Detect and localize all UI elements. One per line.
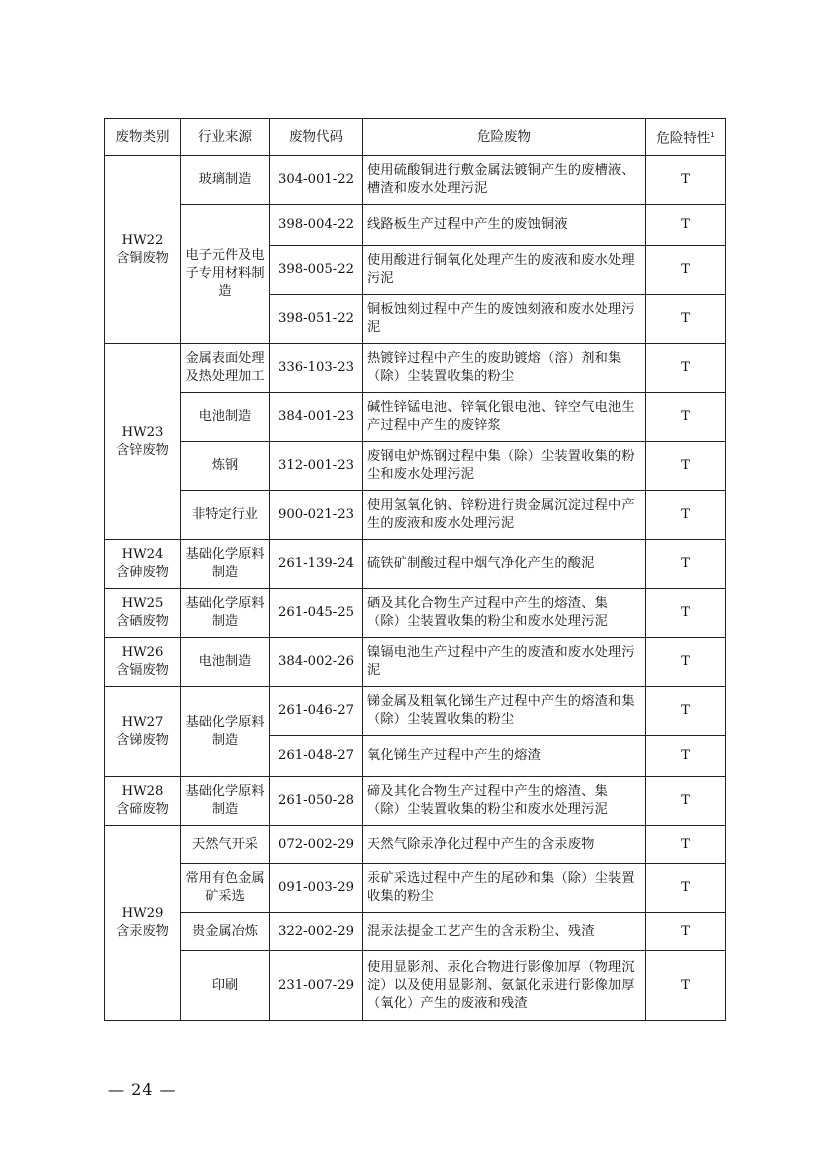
category-name: 含汞废物 (116, 924, 169, 939)
industry-cell: 金属表面处理及热处理加工 (181, 344, 270, 393)
industry-cell: 基础化学原料制造 (181, 687, 270, 777)
table-row (105, 951, 726, 1021)
category-code: HW23 (121, 424, 164, 440)
waste-description-cell: 使用氢氧化钠、锌粉进行贵金属沉淀过程中产生的废液和废水处理污泥 (363, 491, 646, 540)
table-row (105, 687, 726, 736)
table-row (105, 491, 726, 540)
waste-code-cell: 261-045-25 (270, 589, 363, 638)
waste-description-cell: 碲及其化合物生产过程中产生的熔渣、集（除）尘装置收集的粉尘和废水处理污泥 (363, 777, 646, 826)
category-code: HW25 (121, 596, 164, 611)
industry-cell: 非特定行业 (181, 491, 270, 540)
waste-code-cell: 336-103-23 (270, 344, 363, 393)
waste-code-cell: 072-002-29 (270, 826, 363, 864)
hazard-cell: T (646, 156, 726, 205)
hazard-cell: T (646, 864, 726, 913)
header-code: 废物代码 (270, 119, 363, 156)
category-cell (105, 777, 181, 826)
table-row (105, 540, 726, 589)
table-row (105, 156, 726, 205)
industry-cell: 基础化学原料制造 (181, 589, 270, 638)
waste-code-cell: 322-002-29 (270, 913, 363, 951)
waste-description-cell: 使用酸进行铜氧化处理产生的废液和废水处理污泥 (363, 246, 646, 295)
industry-cell: 电池制造 (181, 393, 270, 442)
table-row (105, 589, 726, 638)
hazard-cell: T (646, 913, 726, 951)
industry-cell: 电子元件及电子专用材料制造 (181, 205, 270, 344)
category-cell (105, 687, 181, 777)
industry-cell: 印刷 (181, 951, 270, 1021)
category-code: HW26 (121, 645, 164, 660)
waste-code-cell: 261-046-27 (270, 687, 363, 736)
waste-description-cell: 使用硫酸铜进行敷金属法镀铜产生的废槽液、槽渣和废水处理污泥 (363, 156, 646, 205)
waste-description-cell: 混汞法提金工艺产生的含汞粉尘、残渣 (363, 913, 646, 951)
header-hazard-label: 危险特性 (656, 130, 711, 147)
industry-cell: 贵金属冶炼 (181, 913, 270, 951)
hazard-cell: T (646, 777, 726, 826)
category-name: 含硒废物 (116, 614, 169, 629)
hazard-footnote-marker: 1 (710, 131, 715, 140)
table-row (105, 864, 726, 913)
waste-description-cell: 铜板蚀刻过程中产生的废蚀刻液和废水处理污泥 (363, 295, 646, 344)
waste-description-cell: 使用显影剂、汞化合物进行影像加厚（物理沉淀）以及使用显影剂、氨氯化汞进行影像加厚（氧化）产生的废液和残渣 (363, 951, 646, 1021)
hazard-cell: T (646, 491, 726, 540)
hazard-cell: T (646, 638, 726, 687)
header-industry: 行业来源 (181, 119, 270, 156)
waste-description-cell: 硫铁矿制酸过程中烟气净化产生的酸泥 (363, 540, 646, 589)
header-category: 废物类别 (105, 119, 181, 156)
category-code: HW27 (121, 714, 164, 730)
waste-code-cell: 398-004-22 (270, 205, 363, 246)
waste-code-cell: 261-048-27 (270, 736, 363, 777)
waste-code-cell: 091-003-29 (270, 864, 363, 913)
table-header-row (105, 119, 726, 156)
category-cell (105, 638, 181, 687)
waste-description-cell: 废钢电炉炼钢过程中集（除）尘装置收集的粉尘和废水处理污泥 (363, 442, 646, 491)
category-cell (105, 156, 181, 344)
waste-description-cell: 镍镉电池生产过程中产生的废渣和废水处理污泥 (363, 638, 646, 687)
category-cell (105, 344, 181, 540)
waste-description-cell: 线路板生产过程中产生的废蚀铜液 (363, 205, 646, 246)
hazard-cell: T (646, 246, 726, 295)
industry-cell: 基础化学原料制造 (181, 777, 270, 826)
waste-code-cell: 312-001-23 (270, 442, 363, 491)
category-code: HW22 (121, 232, 164, 248)
hazard-cell: T (646, 344, 726, 393)
category-name: 含砷废物 (116, 565, 169, 580)
category-code: HW29 (121, 906, 164, 921)
hazardous-waste-table (104, 118, 726, 1021)
waste-description-cell: 碱性锌锰电池、锌氧化银电池、锌空气电池生产过程中产生的废锌浆 (363, 393, 646, 442)
industry-cell: 电池制造 (181, 638, 270, 687)
category-cell (105, 589, 181, 638)
hazard-cell: T (646, 540, 726, 589)
category-name: 含锌废物 (116, 442, 169, 458)
waste-description-cell: 天然气除汞净化过程中产生的含汞废物 (363, 826, 646, 864)
waste-description-cell: 热镀锌过程中产生的废助镀熔（溶）剂和集（除）尘装置收集的粉尘 (363, 344, 646, 393)
category-code: HW24 (121, 547, 164, 562)
hazard-cell: T (646, 951, 726, 1021)
category-code: HW28 (121, 784, 164, 799)
hazard-cell: T (646, 205, 726, 246)
industry-cell: 玻璃制造 (181, 156, 270, 205)
table-row (105, 393, 726, 442)
waste-code-cell: 900-021-23 (270, 491, 363, 540)
category-cell (105, 540, 181, 589)
waste-code-cell: 261-139-24 (270, 540, 363, 589)
category-name: 含铜废物 (116, 250, 169, 266)
header-waste: 危险废物 (363, 119, 646, 156)
waste-code-cell: 261-050-28 (270, 777, 363, 826)
waste-code-cell: 384-002-26 (270, 638, 363, 687)
waste-code-cell: 398-005-22 (270, 246, 363, 295)
table-row (105, 777, 726, 826)
industry-cell: 常用有色金属矿采选 (181, 864, 270, 913)
waste-code-cell: 384-001-23 (270, 393, 363, 442)
waste-description-cell: 硒及其化合物生产过程中产生的熔渣、集（除）尘装置收集的粉尘和废水处理污泥 (363, 589, 646, 638)
page-number: — 24 — (108, 1080, 177, 1099)
table-row (105, 638, 726, 687)
hazard-cell: T (646, 826, 726, 864)
industry-cell: 基础化学原料制造 (181, 540, 270, 589)
waste-code-cell: 398-051-22 (270, 295, 363, 344)
waste-code-cell: 304-001-22 (270, 156, 363, 205)
table-row (105, 344, 726, 393)
table-row (105, 205, 726, 246)
hazard-cell: T (646, 442, 726, 491)
table-row (105, 826, 726, 864)
category-cell (105, 826, 181, 1021)
waste-description-cell: 汞矿采选过程中产生的尾砂和集（除）尘装置收集的粉尘 (363, 864, 646, 913)
category-name: 含镉废物 (116, 663, 169, 678)
hazard-cell: T (646, 393, 726, 442)
hazard-cell: T (646, 589, 726, 638)
table-body (105, 156, 726, 1021)
table-row (105, 913, 726, 951)
industry-cell: 炼钢 (181, 442, 270, 491)
waste-code-cell: 231-007-29 (270, 951, 363, 1021)
category-name: 含锑废物 (116, 732, 169, 748)
category-name: 含碲废物 (116, 802, 169, 817)
waste-description-cell: 氧化锑生产过程中产生的熔渣 (363, 736, 646, 777)
industry-cell: 天然气开采 (181, 826, 270, 864)
hazard-cell: T (646, 736, 726, 777)
hazard-cell: T (646, 295, 726, 344)
table-row (105, 442, 726, 491)
waste-description-cell: 锑金属及粗氧化锑生产过程中产生的熔渣和集（除）尘装置收集的粉尘 (363, 687, 646, 736)
header-hazard (646, 119, 726, 156)
hazard-cell: T (646, 687, 726, 736)
